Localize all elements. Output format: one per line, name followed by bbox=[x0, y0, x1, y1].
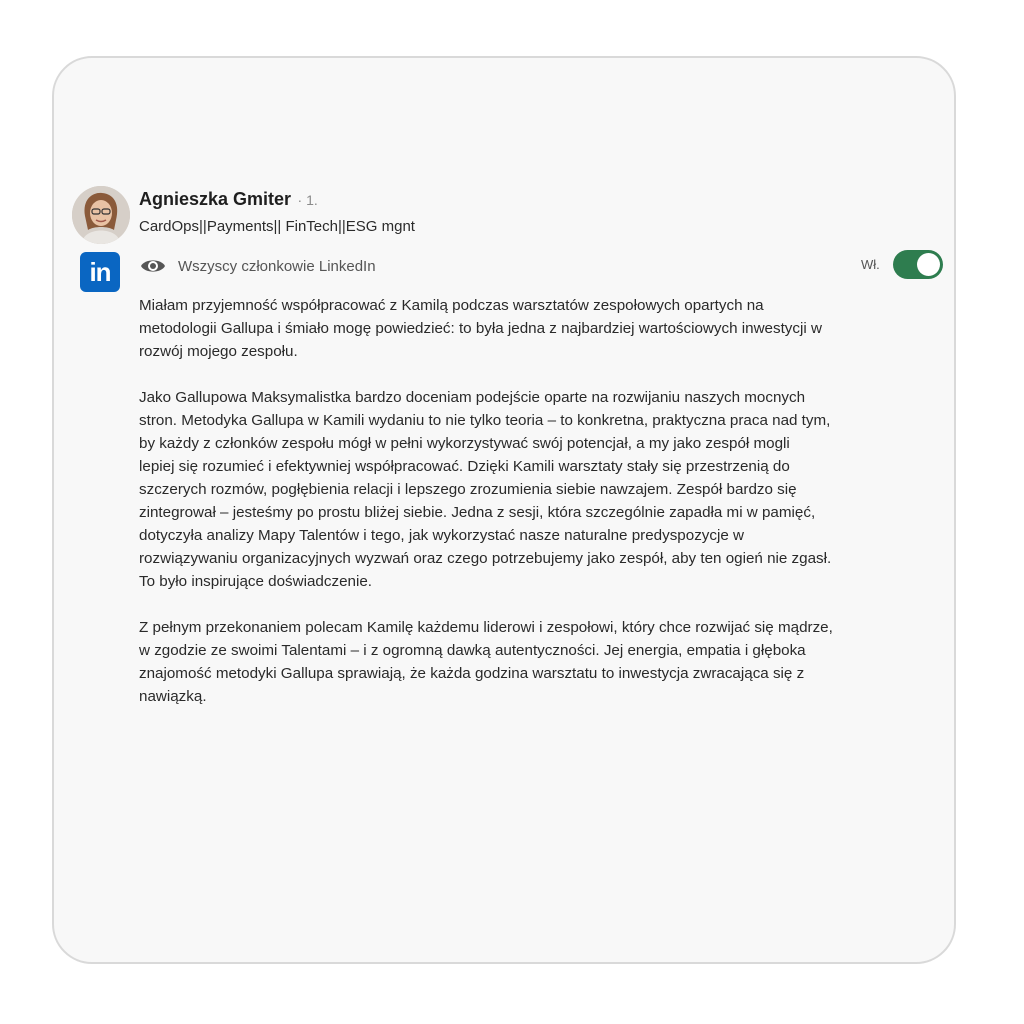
connection-degree: · 1. bbox=[297, 192, 318, 208]
text-line: szczerych rozmów, pogłębienia relacji i lepszego zrozumienia siebie nawzajem. Zespół bardzo się bbox=[139, 481, 797, 498]
text-line: metodologii Gallupa i śmiało mogę powiedzieć: to była jedna z najbardziej wartościowych inwestycji w bbox=[139, 320, 822, 337]
text-line: by każdy z członków zespołu mógł w pełni wykorzystywać swój potencjał, a my jako zespół mogli bbox=[139, 435, 790, 452]
text-line: rozwiązywaniu organizacyjnych wyzwań oraz czego potrzebujemy jako zespół, aby ten ogień nie zgasł. bbox=[139, 550, 832, 567]
text-line: rozwój mojego zespołu. bbox=[139, 343, 298, 360]
eye-icon bbox=[139, 255, 167, 277]
author-line bbox=[139, 189, 318, 210]
text-line: w zgodzie ze swoimi Talentami – i z ogromną dawką autentyczności. Jej energia, empatia i głęboka bbox=[139, 642, 806, 659]
toggle-state-label: Wł. bbox=[861, 257, 880, 272]
recommendation-paragraph bbox=[139, 616, 947, 708]
text-line: lepiej się rozumieć i efektywniej współpracować. Dzięki Kamili warsztaty stały się przestrzenią do bbox=[139, 458, 790, 475]
text-line: To było inspirujące doświadczenie. bbox=[139, 573, 373, 590]
recommendation-paragraph bbox=[139, 294, 947, 363]
text-line: Miałam przyjemność współpracować z Kamilą podczas warsztatów zespołowych opartych na bbox=[139, 297, 764, 314]
text-line: nawiązką. bbox=[139, 688, 207, 705]
avatar[interactable] bbox=[72, 186, 130, 244]
text-line: znajomość metodyki Gallupa sprawiają, że każda godzina warsztatu to inwestycja zwracająca się z bbox=[139, 665, 805, 682]
text-line: zintegrował – jesteśmy po prostu bliżej siebie. Jedna z sesji, która szczególnie zapadła mi w pamięć, bbox=[139, 504, 816, 521]
profile-photo-icon bbox=[72, 186, 130, 244]
recommendation-paragraph bbox=[139, 386, 947, 593]
visibility-setting[interactable] bbox=[139, 255, 376, 277]
recommendation-text bbox=[139, 294, 947, 731]
text-line: Z pełnym przekonaniem polecam Kamilę każdemu liderowi i zespołowi, który chce rozwijać się mądrze, bbox=[139, 619, 833, 636]
toggle-knob bbox=[917, 253, 940, 276]
visibility-label: Wszyscy członkowie LinkedIn bbox=[178, 257, 376, 275]
linkedin-logo-icon: in bbox=[80, 252, 120, 292]
text-line: dotyczyła analizy Mapy Talentów i tego, jak wykorzystać nasze naturalne predyspozycje w bbox=[139, 527, 744, 544]
text-line: stron. Metodyka Gallupa w Kamili wydaniu to nie tylko teoria – to konkretna, praktyczna praca nad tym, bbox=[139, 412, 831, 429]
text-line: Jako Gallupowa Maksymalistka bardzo doceniam podejście oparte na rozwijaniu naszych mocnych bbox=[139, 389, 806, 406]
author-name[interactable]: Agnieszka Gmiter bbox=[139, 189, 292, 209]
author-headline: CardOps||Payments|| FinTech||ESG mgnt bbox=[139, 218, 415, 235]
visibility-toggle[interactable] bbox=[893, 250, 943, 279]
